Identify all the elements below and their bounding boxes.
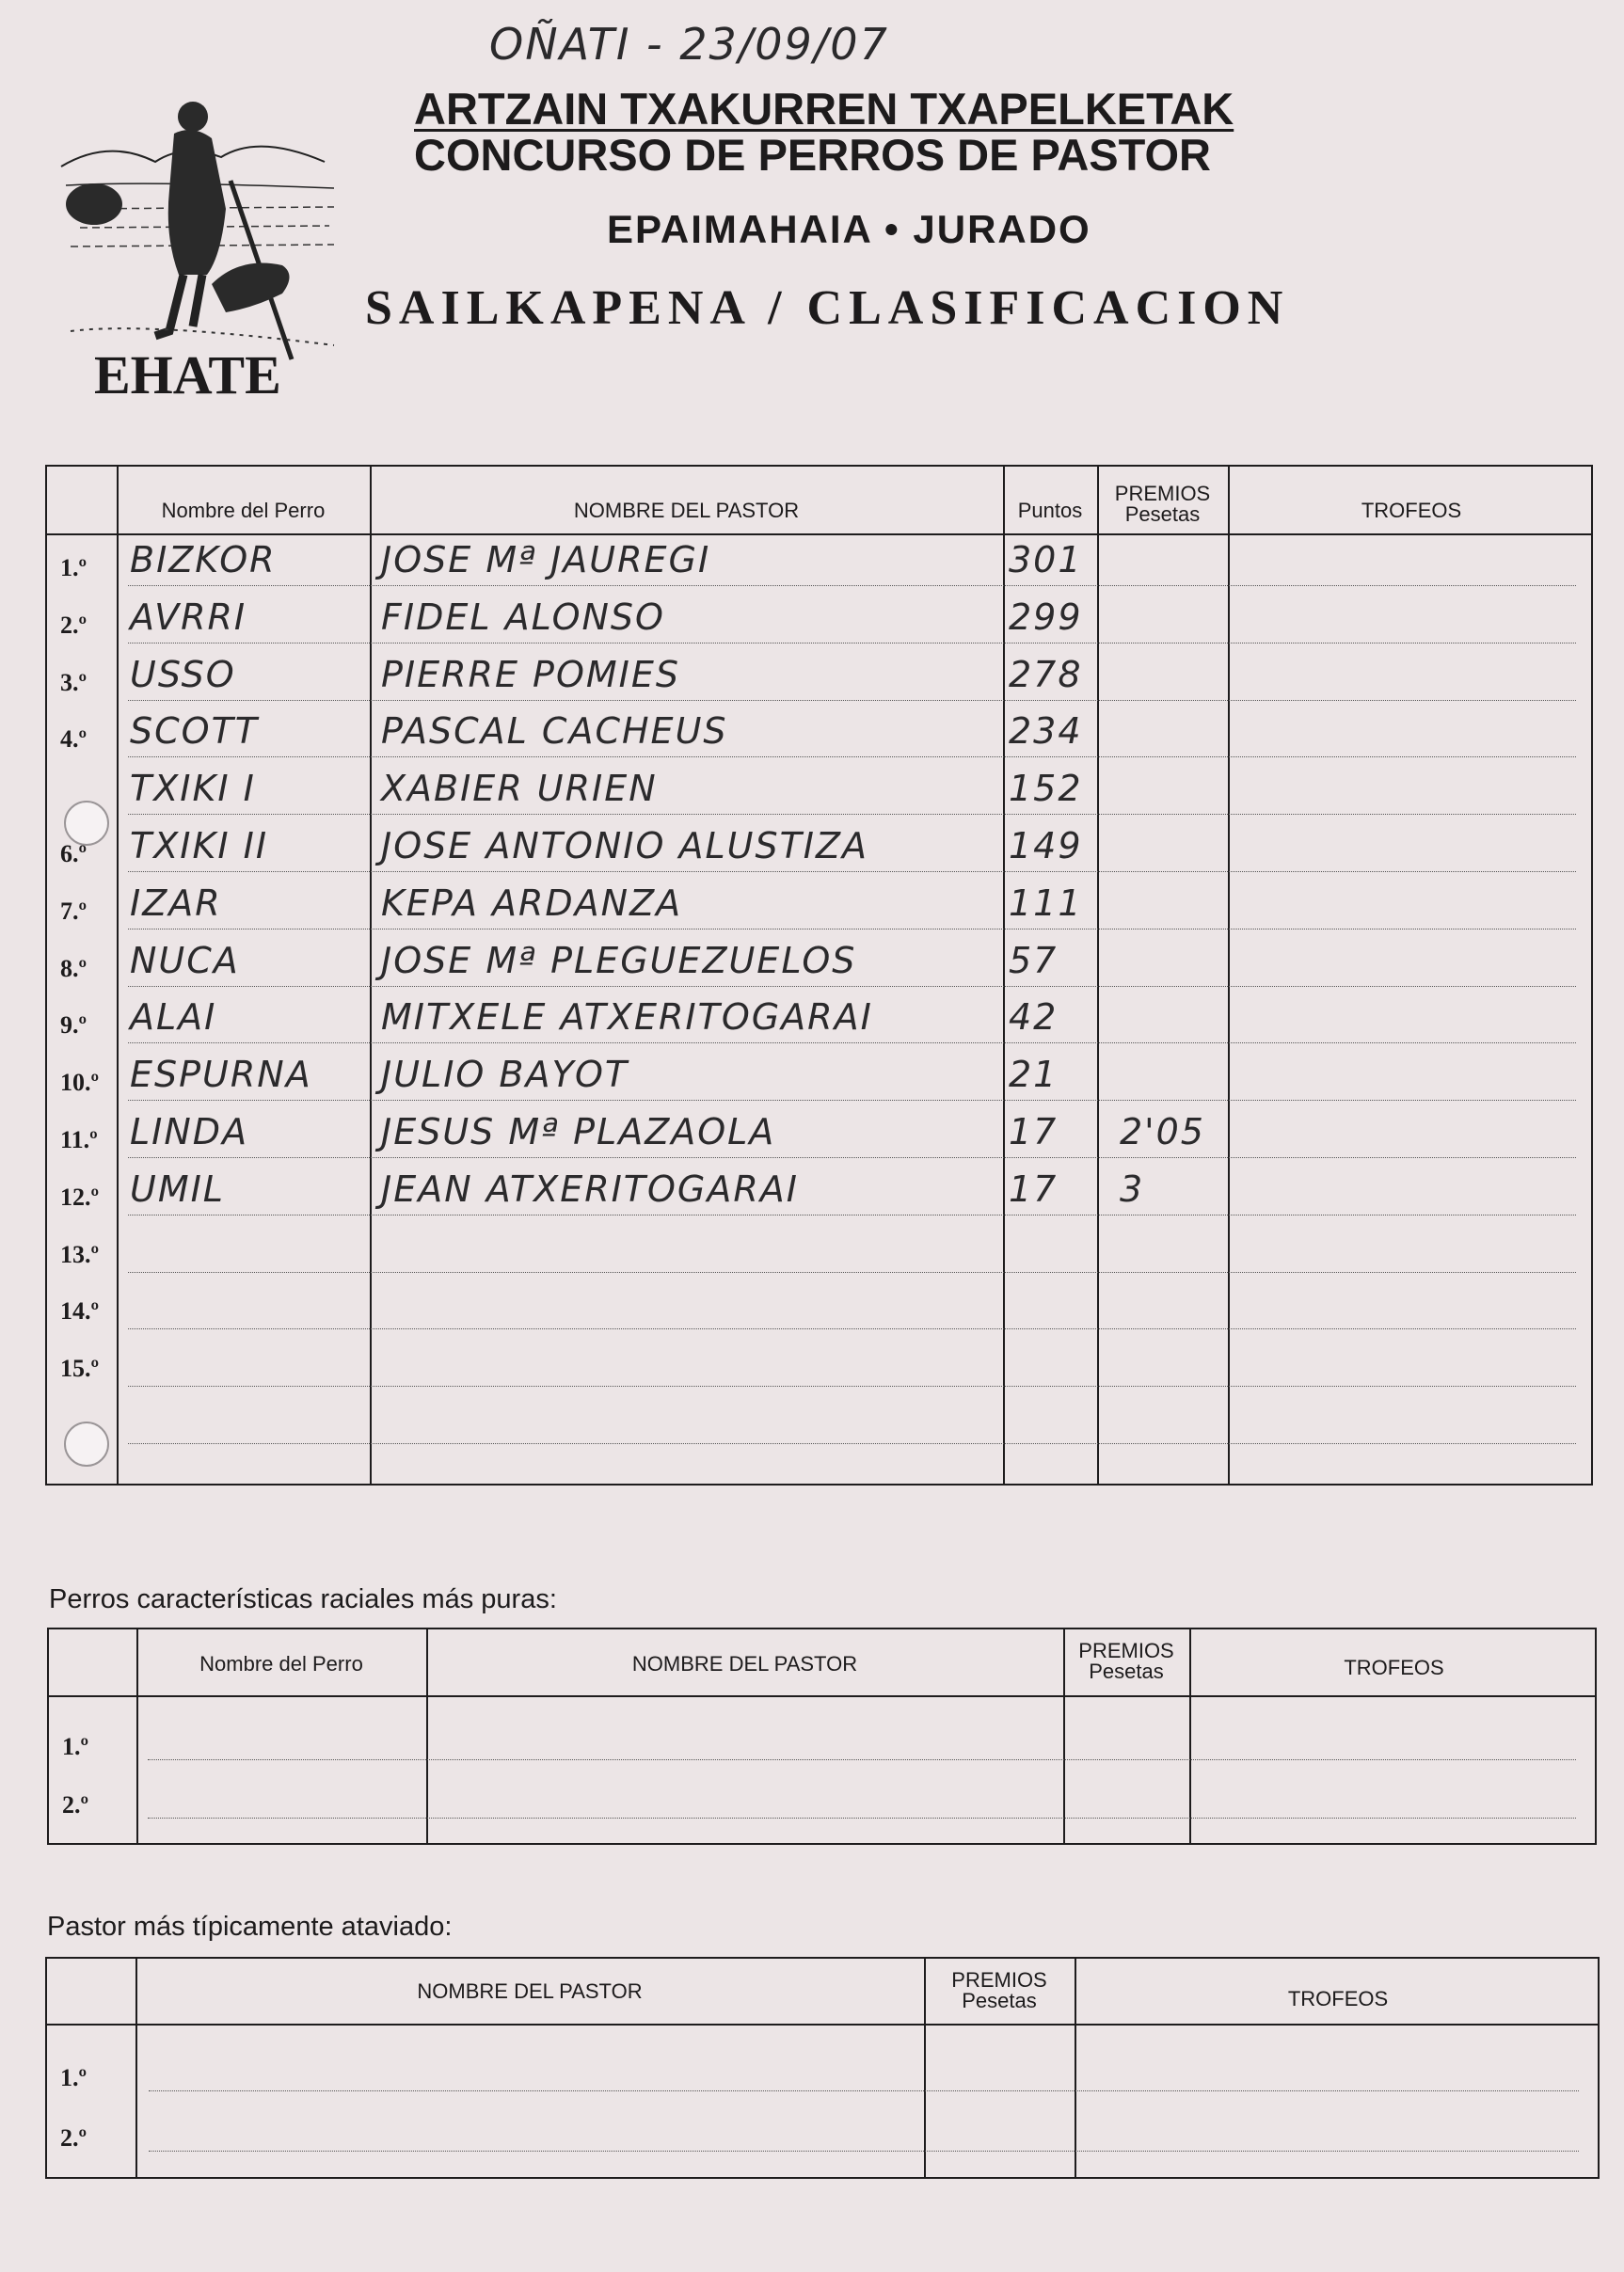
row-dotted-line bbox=[128, 1042, 1576, 1043]
shepherd-name: MITXELE ATXERITOGARAI bbox=[381, 996, 873, 1039]
row-rank: 3.º bbox=[60, 668, 88, 696]
razas-rank-2: 2.º bbox=[62, 1791, 89, 1819]
ataviado-col-trofeos: TROFEOS bbox=[1287, 1987, 1389, 2010]
dog-name: BIZKOR bbox=[130, 539, 277, 580]
row-rank: 6.º bbox=[60, 840, 88, 867]
shepherd-name: XABIER URIEN bbox=[381, 768, 658, 810]
ataviado-rank-2: 2.º bbox=[60, 2124, 88, 2152]
points-value: 234 bbox=[1009, 710, 1083, 753]
pesetas-label: Pesetas bbox=[1089, 1660, 1164, 1683]
ataviado-col-premios bbox=[924, 1970, 1075, 2011]
dog-name: UMIL bbox=[130, 1168, 225, 1210]
classification-table bbox=[45, 465, 1593, 1486]
dog-name: TXIKI II bbox=[130, 825, 269, 866]
shepherd-name: PASCAL CACHEUS bbox=[381, 710, 728, 753]
shepherd-name: JESUS Mª PLAZAOLA bbox=[381, 1111, 776, 1152]
pesetas-label: Pesetas bbox=[962, 1989, 1037, 2012]
shepherd-name: JOSE ANTONIO ALUSTIZA bbox=[381, 825, 869, 866]
row-rank: 4.º bbox=[60, 725, 88, 754]
col-header-premios bbox=[1097, 484, 1228, 525]
row-rank: 1.º bbox=[60, 554, 88, 581]
row-rank: 12.º bbox=[60, 1183, 100, 1211]
premios-label: PREMIOS bbox=[1114, 482, 1211, 505]
ataviado-section-title: Pastor más típicamente ataviado: bbox=[47, 1912, 453, 1942]
col-header-points: Puntos bbox=[1017, 499, 1083, 522]
points-value: 17 bbox=[1009, 1168, 1059, 1210]
shepherd-name: KEPA ARDANZA bbox=[381, 882, 683, 924]
row-dotted-line bbox=[128, 700, 1576, 701]
row-dotted-line bbox=[128, 1328, 1576, 1329]
classification-title: SAILKAPENA / CLASIFICACION bbox=[365, 281, 1290, 335]
row-dotted-line bbox=[128, 986, 1576, 987]
ataviado-rank-1: 1.º bbox=[60, 2064, 88, 2091]
row-rank: 8.º bbox=[60, 954, 88, 982]
razas-col-premios bbox=[1063, 1641, 1189, 1682]
points-value: 111 bbox=[1009, 882, 1083, 924]
handwritten-date: OÑATI - 23/09/07 bbox=[489, 19, 889, 70]
row-rank: 11.º bbox=[60, 1126, 98, 1153]
points-value: 152 bbox=[1009, 768, 1083, 810]
title-basque: ARTZAIN TXAKURREN TXAPELKETAK bbox=[414, 84, 1234, 134]
row-dotted-line bbox=[128, 585, 1576, 586]
points-value: 299 bbox=[1009, 596, 1083, 638]
dog-name: USSO bbox=[130, 653, 236, 695]
razas-col-dog: Nombre del Perro bbox=[199, 1652, 363, 1676]
col-header-trofeos: TROFEOS bbox=[1361, 499, 1462, 522]
premios-value: 3 bbox=[1120, 1168, 1145, 1210]
shepherd-name: PIERRE POMIES bbox=[381, 653, 680, 695]
row-dotted-line bbox=[128, 1272, 1576, 1273]
row-dotted-line bbox=[128, 756, 1576, 757]
shepherd-name: FIDEL ALONSO bbox=[381, 596, 665, 638]
row-dotted-line bbox=[128, 1443, 1576, 1444]
points-value: 21 bbox=[1009, 1054, 1059, 1096]
dog-name: ALAI bbox=[130, 996, 217, 1039]
row-dotted-line bbox=[128, 871, 1576, 872]
premios-label: PREMIOS bbox=[1078, 1639, 1174, 1662]
row-dotted-line bbox=[128, 814, 1576, 815]
razas-col-shepherd: NOMBRE DEL PASTOR bbox=[631, 1652, 858, 1676]
shepherd-name: JULIO BAYOT bbox=[381, 1054, 629, 1096]
razas-col-trofeos: TROFEOS bbox=[1344, 1656, 1444, 1679]
dog-name: ESPURNA bbox=[130, 1054, 312, 1096]
dog-name: NUCA bbox=[130, 939, 240, 981]
points-value: 149 bbox=[1009, 825, 1083, 866]
dog-name: TXIKI I bbox=[130, 768, 256, 810]
points-value: 278 bbox=[1009, 653, 1083, 695]
logo-text: EHATE bbox=[94, 344, 281, 405]
points-value: 57 bbox=[1009, 939, 1059, 981]
razas-rank-1: 1.º bbox=[62, 1733, 89, 1760]
row-rank: 10.º bbox=[60, 1069, 100, 1097]
jury-subtitle: EPAIMAHAIA • JURADO bbox=[607, 207, 1091, 251]
dog-name: AVRRI bbox=[130, 596, 247, 638]
ataviado-table bbox=[45, 1957, 1600, 2179]
title-spanish: CONCURSO DE PERROS DE PASTOR bbox=[414, 130, 1211, 180]
points-value: 301 bbox=[1009, 539, 1083, 580]
pesetas-label: Pesetas bbox=[1124, 502, 1201, 526]
razas-section-title: Perros características raciales más puras: bbox=[49, 1584, 557, 1614]
row-rank: 2.º bbox=[60, 611, 88, 639]
row-dotted-line bbox=[128, 1100, 1576, 1101]
dog-name: SCOTT bbox=[130, 710, 259, 753]
premios-label: PREMIOS bbox=[951, 1968, 1047, 1992]
col-header-shepherd: NOMBRE DEL PASTOR bbox=[573, 499, 800, 522]
points-value: 17 bbox=[1009, 1111, 1059, 1152]
row-dotted-line bbox=[128, 1386, 1576, 1387]
row-rank: 13.º bbox=[60, 1240, 100, 1268]
shepherd-name: JEAN ATXERITOGARAI bbox=[381, 1168, 799, 1210]
shepherd-name: JOSE Mª PLEGUEZUELOS bbox=[381, 939, 857, 981]
premios-value: 2'05 bbox=[1120, 1111, 1205, 1152]
row-rank: 14.º bbox=[60, 1297, 100, 1326]
razas-table bbox=[47, 1628, 1597, 1845]
row-rank: 7.º bbox=[60, 897, 88, 925]
dog-name: IZAR bbox=[130, 882, 222, 924]
points-value: 42 bbox=[1009, 996, 1059, 1039]
row-dotted-line bbox=[128, 1157, 1576, 1158]
row-rank: 15.º bbox=[60, 1355, 100, 1383]
dog-name: LINDA bbox=[130, 1111, 249, 1152]
shepherd-name: JOSE Mª JAUREGI bbox=[381, 539, 711, 580]
row-rank: 9.º bbox=[60, 1011, 88, 1040]
ataviado-col-shepherd: NOMBRE DEL PASTOR bbox=[417, 1979, 643, 2003]
col-header-dog: Nombre del Perro bbox=[161, 499, 326, 522]
